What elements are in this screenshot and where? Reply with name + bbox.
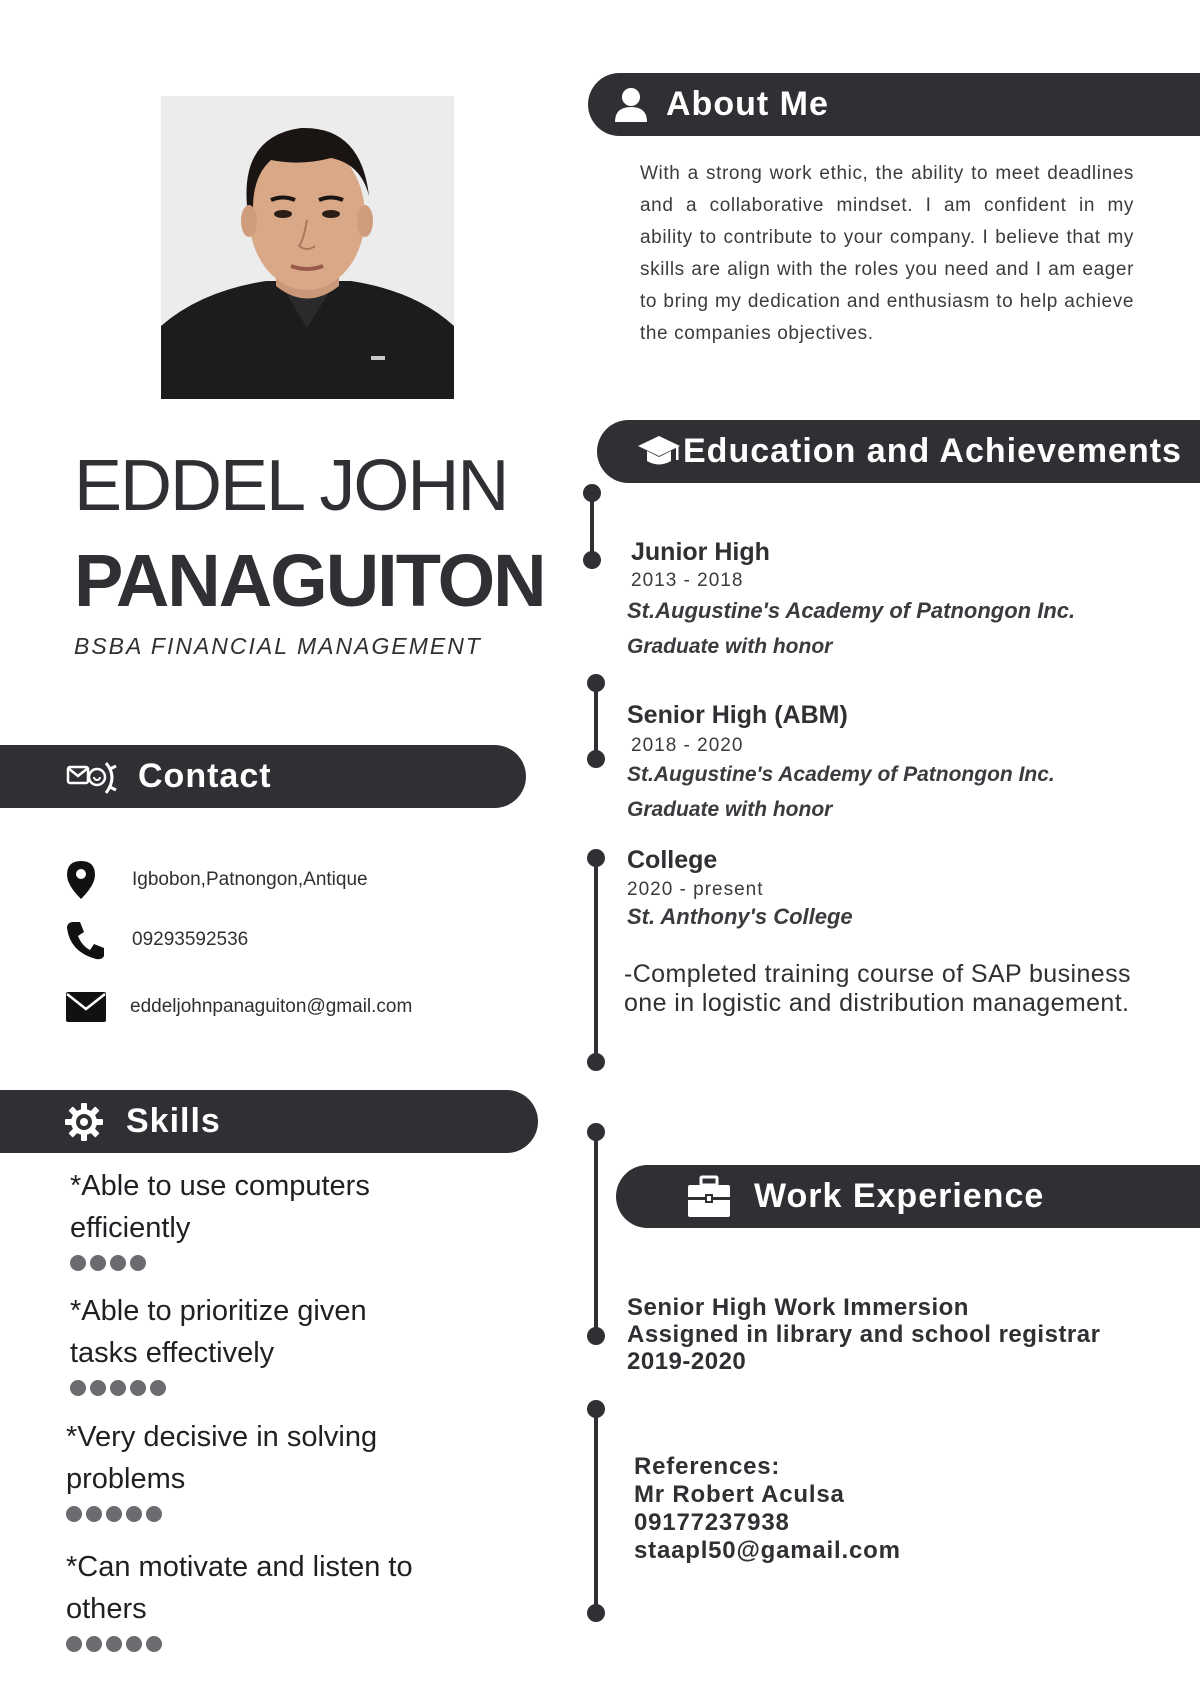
edu-junior-honor: Graduate with honor — [627, 635, 833, 658]
edu-senior-honor: Graduate with honor — [627, 798, 833, 821]
work-entry-description: Assigned in library and school registrar — [627, 1321, 1101, 1348]
reference-phone: 09177237938 — [634, 1509, 790, 1536]
skill-text — [66, 1546, 486, 1630]
first-name: EDDEL JOHN — [74, 446, 508, 526]
skill-line: tasks effectively — [70, 1337, 275, 1369]
skill-line: efficiently — [70, 1212, 191, 1244]
edu-college-note — [624, 960, 1194, 1018]
rating-dot — [70, 1380, 86, 1396]
skill-rating — [70, 1255, 470, 1271]
edu-senior-school: St.Augustine's Academy of Patnongon Inc. — [627, 763, 1055, 786]
skill-line: *Very decisive in solving — [66, 1421, 378, 1453]
skill-line: *Can motivate and listen to — [66, 1551, 413, 1583]
rating-dot — [86, 1506, 102, 1522]
phone-icon — [66, 920, 106, 960]
edu-senior-years: 2018 - 2020 — [631, 735, 744, 756]
skills-title: Skills — [126, 1102, 221, 1140]
contact-icon — [66, 757, 120, 797]
timeline-line — [594, 682, 598, 760]
contact-email-row — [66, 992, 412, 1022]
edu-college-school: St. Anthony's College — [627, 904, 853, 929]
briefcase-icon — [686, 1175, 732, 1219]
rating-dot — [146, 1506, 162, 1522]
timeline-dot — [587, 1604, 605, 1622]
timeline-dot — [587, 1053, 605, 1071]
skill-rating — [70, 1380, 470, 1396]
rating-dot — [106, 1506, 122, 1522]
rating-dot — [86, 1636, 102, 1652]
timeline-dot — [587, 1327, 605, 1345]
reference-name: Mr Robert Aculsa — [634, 1481, 845, 1508]
skill-line: *Able to prioritize given — [70, 1295, 367, 1327]
course-title: BSBA FINANCIAL MANAGEMENT — [74, 633, 482, 659]
rating-dot — [150, 1380, 166, 1396]
edu-junior-years: 2013 - 2018 — [631, 570, 744, 591]
skill-line: *Able to use computers — [70, 1170, 370, 1202]
contact-title: Contact — [138, 757, 272, 795]
map-pin-icon — [66, 860, 96, 900]
edu-college-years: 2020 - present — [627, 879, 764, 900]
skill-item — [66, 1416, 466, 1522]
contact-address: Igbobon,Patnongon,Antique — [132, 869, 368, 890]
rating-dot — [146, 1636, 162, 1652]
rating-dot — [70, 1255, 86, 1271]
work-entry-title: Senior High Work Immersion — [627, 1294, 969, 1321]
skill-rating — [66, 1636, 486, 1652]
skill-text — [66, 1416, 466, 1500]
work-experience-header — [616, 1165, 1200, 1228]
rating-dot — [110, 1255, 126, 1271]
timeline-line — [594, 1408, 598, 1613]
skills-header — [0, 1090, 538, 1153]
rating-dot — [90, 1380, 106, 1396]
rating-dot — [110, 1380, 126, 1396]
contact-address-row — [66, 860, 368, 900]
references-block — [634, 1453, 901, 1565]
rating-dot — [130, 1255, 146, 1271]
rating-dot — [66, 1636, 82, 1652]
profile-photo — [161, 96, 454, 399]
about-me-title: About Me — [666, 85, 829, 123]
edu-junior-title: Junior High — [631, 538, 770, 566]
rating-dot — [130, 1380, 146, 1396]
timeline-line — [594, 1131, 598, 1336]
skill-text — [70, 1165, 470, 1249]
references-heading: References: — [634, 1453, 781, 1480]
edu-college-note-line1: -Completed training course of SAP business — [624, 960, 1131, 988]
edu-junior-school: St.Augustine's Academy of Patnongon Inc. — [627, 598, 1076, 623]
skill-item — [70, 1165, 470, 1271]
rating-dot — [66, 1506, 82, 1522]
skill-item — [70, 1290, 470, 1396]
education-title: Education and Achievements — [683, 432, 1182, 470]
contact-phone: 09293592536 — [132, 929, 249, 950]
skill-item — [66, 1546, 486, 1652]
about-me-text: With a strong work ethic, the ability to meet deadlines and a collaborative mindset. I am confident in my ability to contribute to your company. I believe that my skills are align with the roles you need and I am eager to bring my dedication and enthusiasm to help achieve the companies objectives. — [640, 163, 1134, 344]
rating-dot — [90, 1255, 106, 1271]
gear-icon — [64, 1102, 104, 1142]
graduation-cap-icon — [637, 434, 681, 470]
user-icon — [612, 86, 650, 124]
skill-line: problems — [66, 1463, 186, 1495]
skill-line: others — [66, 1593, 147, 1625]
profile-photo-illustration — [161, 96, 454, 399]
edu-college-title: College — [627, 846, 718, 874]
about-me-header — [588, 73, 1200, 136]
rating-dot — [106, 1636, 122, 1652]
mail-icon — [66, 992, 106, 1022]
work-experience-title: Work Experience — [754, 1177, 1045, 1215]
contact-email: eddeljohnpanaguiton@gmail.com — [130, 996, 413, 1017]
last-name: PANAGUITON — [74, 539, 545, 622]
work-entry — [627, 1294, 1100, 1375]
edu-senior-title: Senior High (ABM) — [627, 701, 848, 729]
contact-header — [0, 745, 526, 808]
rating-dot — [126, 1506, 142, 1522]
timeline-line — [594, 857, 598, 1062]
reference-email: staapl50@gamail.com — [634, 1537, 901, 1564]
rating-dot — [126, 1636, 142, 1652]
education-header — [597, 420, 1200, 483]
timeline-dot — [583, 551, 601, 569]
edu-college-note-line2: one in logistic and distribution management. — [624, 989, 1130, 1017]
work-entry-years: 2019-2020 — [627, 1348, 747, 1375]
skill-text — [70, 1290, 470, 1374]
timeline-dot — [587, 750, 605, 768]
skill-rating — [66, 1506, 466, 1522]
contact-phone-row — [66, 920, 248, 960]
